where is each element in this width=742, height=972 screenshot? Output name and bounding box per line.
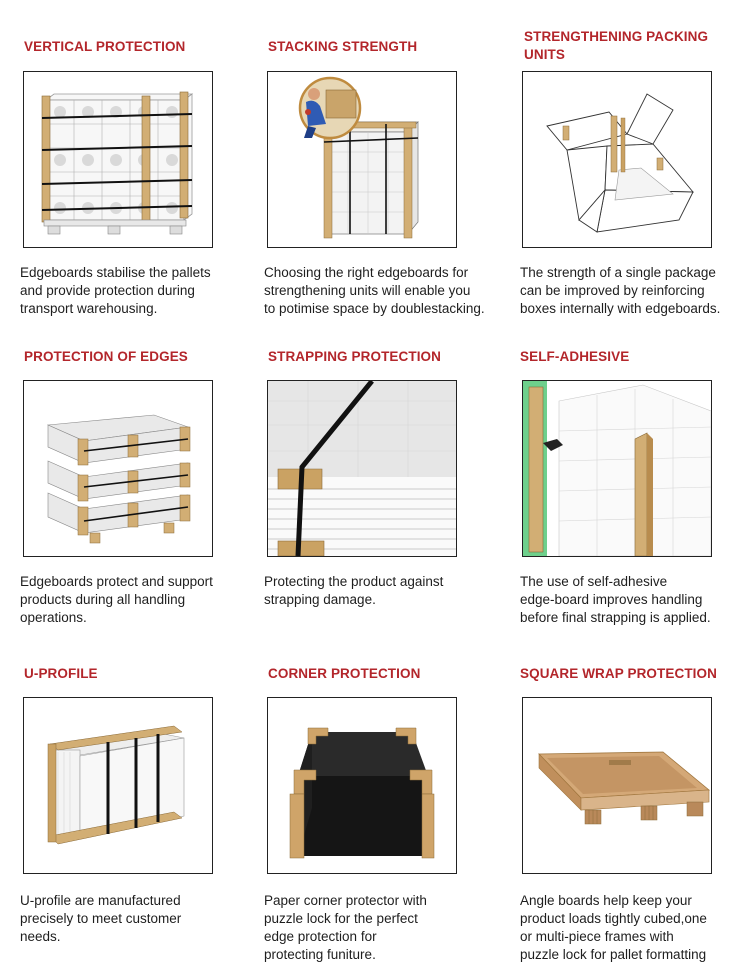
card-description: Edgeboards stabilise the pallets and provide protection during transport warehousing. — [20, 265, 211, 316]
square-wrap-illustration — [522, 697, 712, 874]
stacking-strength-illustration — [267, 71, 457, 248]
card-description: U-profile are manufactured precisely to meet customer needs. — [20, 893, 182, 944]
strengthening-packing-illustration — [522, 71, 712, 248]
card-description: Angle boards help keep your product loads tightly cubed,one or multi-piece frames with puzzle lock for pallet formatting — [520, 893, 707, 962]
card-title: CORNER PROTECTION — [268, 666, 421, 681]
card-title: SQUARE WRAP PROTECTION — [520, 666, 717, 681]
card-title: SELF-ADHESIVE — [520, 349, 630, 364]
card-title: VERTICAL PROTECTION — [24, 39, 186, 54]
card-title: U-PROFILE — [24, 666, 98, 681]
protection-of-edges-illustration — [23, 380, 213, 557]
card-title: STRAPPING PROTECTION — [268, 349, 442, 364]
card-description: Edgeboards protect and support products during all handling operations. — [20, 574, 213, 625]
u-profile-illustration — [23, 697, 213, 874]
card-title: STACKING STRENGTH — [268, 39, 418, 54]
strapping-protection-illustration — [267, 380, 457, 557]
card-title: STRENGTHENING PACKING UNITS — [524, 29, 709, 62]
card-description: Paper corner protector with puzzle lock for the perfect edge protection for protecting funiture. — [264, 893, 427, 962]
card-description: Protecting the product against strapping damage. — [264, 574, 444, 607]
card-description: The use of self-adhesive edge-board improves handling before final strapping is applied. — [520, 574, 711, 625]
self-adhesive-illustration — [522, 380, 712, 557]
vertical-protection-illustration — [23, 71, 213, 248]
corner-protection-illustration — [267, 697, 457, 874]
card-description: The strength of a single package can be improved by reinforcing boxes internally with edgeboards. — [520, 265, 721, 316]
card-title: PROTECTION OF EDGES — [24, 349, 188, 364]
card-description: Choosing the right edgeboards for strengthening units will enable you to potimise space by doublestacking. — [264, 265, 485, 316]
